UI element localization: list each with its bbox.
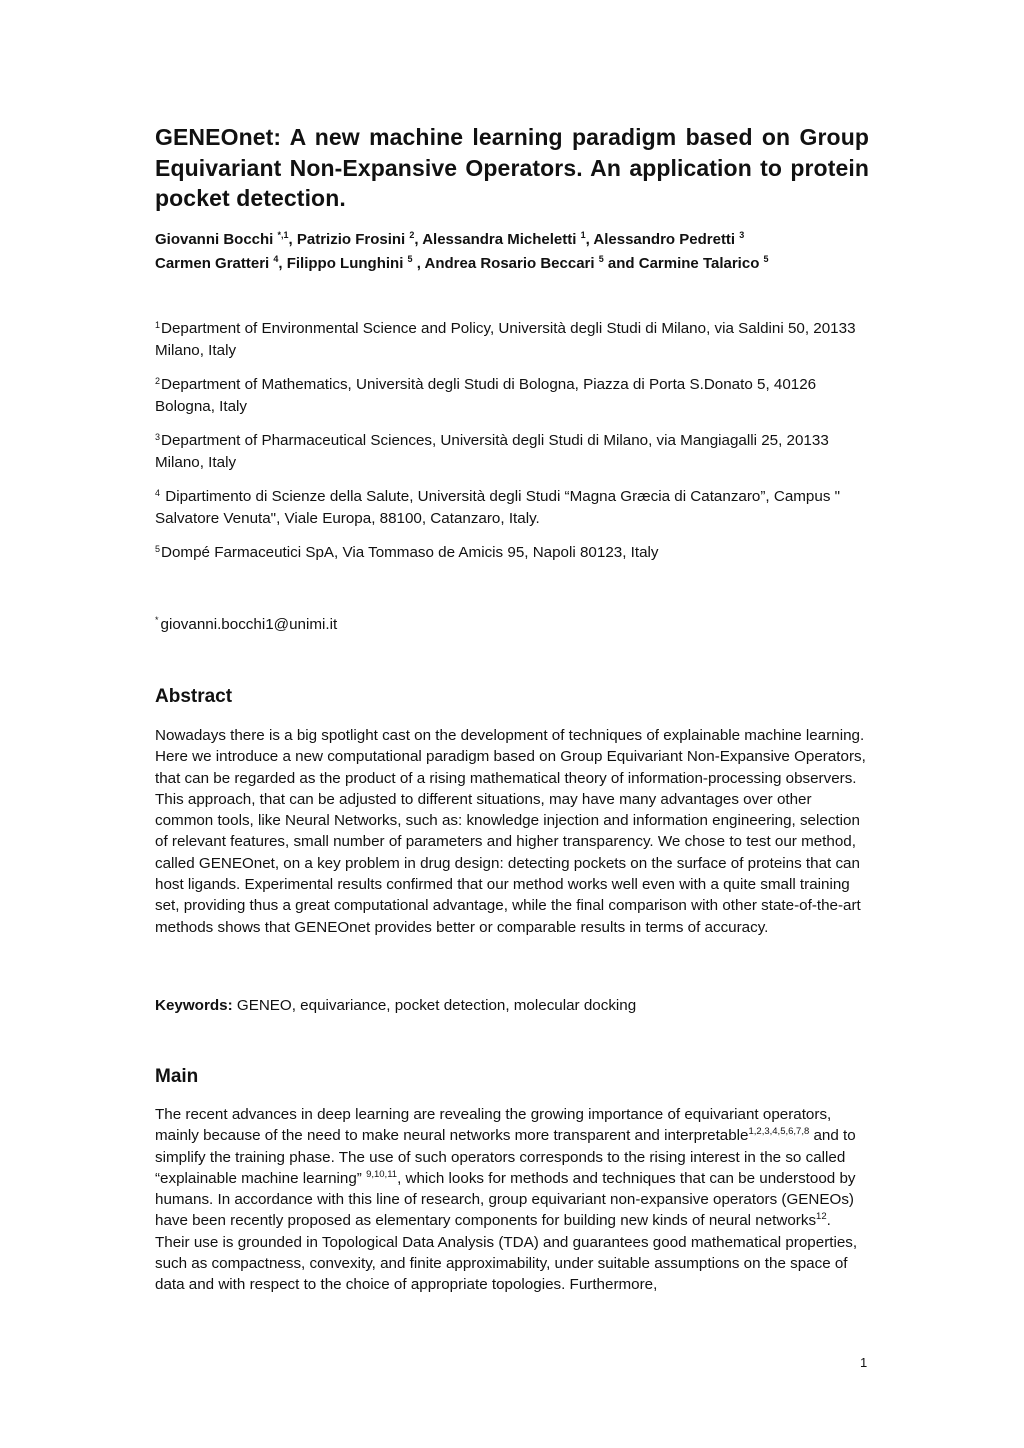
author-affiliation-marker: 5	[763, 254, 769, 264]
affiliation	[155, 374, 869, 417]
author-affiliation-marker: 5	[407, 254, 413, 264]
affiliation-text: Dipartimento di Scienze della Salute, Università degli Studi “Magna Græcia di Catanzaro”, Campus " Salvatore Venuta", Viale Europa, 88100, Catanzaro, Italy.	[155, 488, 841, 527]
affiliation-text: Department of Mathematics, Università degli Studi di Bologna, Piazza di Porta S.Donato 5, 40126 Bologna, Italy	[155, 376, 817, 415]
keywords-label: Keywords:	[155, 997, 233, 1014]
author-affiliation-marker: *,1	[277, 230, 289, 240]
affiliation-text: Department of Pharmaceutical Sciences, Università degli Studi di Milano, via Mangiagalli 25, 20133 Milano, Italy	[155, 432, 829, 471]
main-text	[155, 1104, 869, 1296]
main-text-segment: and to simplify the training phase. The use of such operators corresponds to the rising interest in the so called “explainable machine learning”	[155, 1127, 856, 1187]
paper-title: GENEOnet: A new machine learning paradigm based on Group Equivariant Non-Expansive Operators. An application to protein pocket detection.	[155, 124, 869, 211]
affiliation	[155, 430, 869, 473]
author: Giovanni Bocchi	[155, 231, 278, 248]
citation: 9,10,11	[366, 1168, 398, 1180]
affiliation	[155, 542, 869, 564]
keywords	[155, 995, 869, 1016]
affiliation-number: 2	[155, 376, 161, 386]
author: , Alessandro Pedretti	[585, 231, 740, 248]
author: Carmen Gratteri	[155, 255, 274, 272]
email-marker: *	[155, 615, 159, 625]
author-affiliation-marker: 1	[580, 230, 586, 240]
affiliation	[155, 486, 869, 529]
affiliation-text: Department of Environmental Science and Policy, Università degli Studi di Milano, via Saldini 50, 20133 Milano, Italy	[155, 320, 856, 359]
author-affiliation-marker: 3	[739, 230, 745, 240]
author-affiliation-marker: 2	[409, 230, 415, 240]
abstract-text: Nowadays there is a big spotlight cast on the development of techniques of explainable machine learning. Here we introduce a new computational paradigm based on Group Equivariant Non-Expansive Operators, that can be regarded as the product of a rising mathematical theory of information-processing observers. This approach, that can be adjusted to different situations, may have many advantages over other common tools, like Neural Networks, such as: knowledge injection and information engineering, selection of relevant features, small number of parameters and higher transparency. We chose to test our method, called GENEOnet, on a key problem in drug design: detecting pockets on the surface of proteins that can host ligands. Experimental results confirmed that our method works well even with a quite small training set, providing thus a great computational advantage, while the final comparison with other state-of-the-art methods shows that GENEOnet provides better or comparable results in terms of accuracy.	[155, 727, 866, 936]
affiliation-text: Dompé Farmaceutici SpA, Via Tommaso de Amicis 95, Napoli 80123, Italy	[161, 544, 659, 561]
page-number: 1	[860, 1355, 868, 1370]
citation: 1,2,3,4,5,6,7,8	[748, 1126, 810, 1138]
citation: 12	[816, 1211, 827, 1223]
author: , Patrizio Frosini	[288, 231, 410, 248]
affiliation-list	[155, 318, 869, 577]
main-text-segment: , which looks for methods and techniques that can be understood by humans. In accordance with this line of research, group equivariant non-expansive operators (GENEOs) have been recently proposed as elementary components for building new kinds of neural networks	[155, 1169, 856, 1230]
email-address[interactable]: giovanni.bocchi1@unimi.it	[160, 616, 338, 633]
affiliation-number: 3	[155, 432, 161, 442]
abstract-heading: Abstract	[155, 686, 233, 707]
affiliation-number: 5	[155, 544, 161, 554]
affiliation-number: 1	[155, 320, 161, 330]
author-affiliation-marker: 4	[273, 254, 279, 264]
author-affiliation-marker: 5	[598, 254, 604, 264]
author: and Carmine Talarico	[603, 255, 764, 272]
affiliation	[155, 318, 869, 361]
author: , Andrea Rosario Beccari	[412, 255, 599, 272]
main-heading: Main	[155, 1066, 199, 1087]
author-line-1	[155, 228, 869, 252]
author-line-2	[155, 252, 869, 276]
affiliation-number: 4	[155, 488, 161, 498]
author-list	[155, 228, 869, 276]
corresponding-email	[155, 614, 337, 636]
author: , Filippo Lunghini	[278, 255, 408, 272]
main-text-segment: The recent advances in deep learning are revealing the growing importance of equivariant operators, mainly because of the need to make neural networks more transparent and interpretable	[155, 1106, 832, 1145]
author: , Alessandra Micheletti	[414, 231, 581, 248]
keywords-text: GENEO, equivariance, pocket detection, molecular docking	[232, 997, 637, 1014]
main-text-segment: . Their use is grounded in Topological Data Analysis (TDA) and guarantees good mathematical properties, such as compactness, convexity, and finite approximability, under suitable assumptions on the space of data and with respect to the choice of appropriate topologies. Furthermore,	[155, 1212, 858, 1294]
